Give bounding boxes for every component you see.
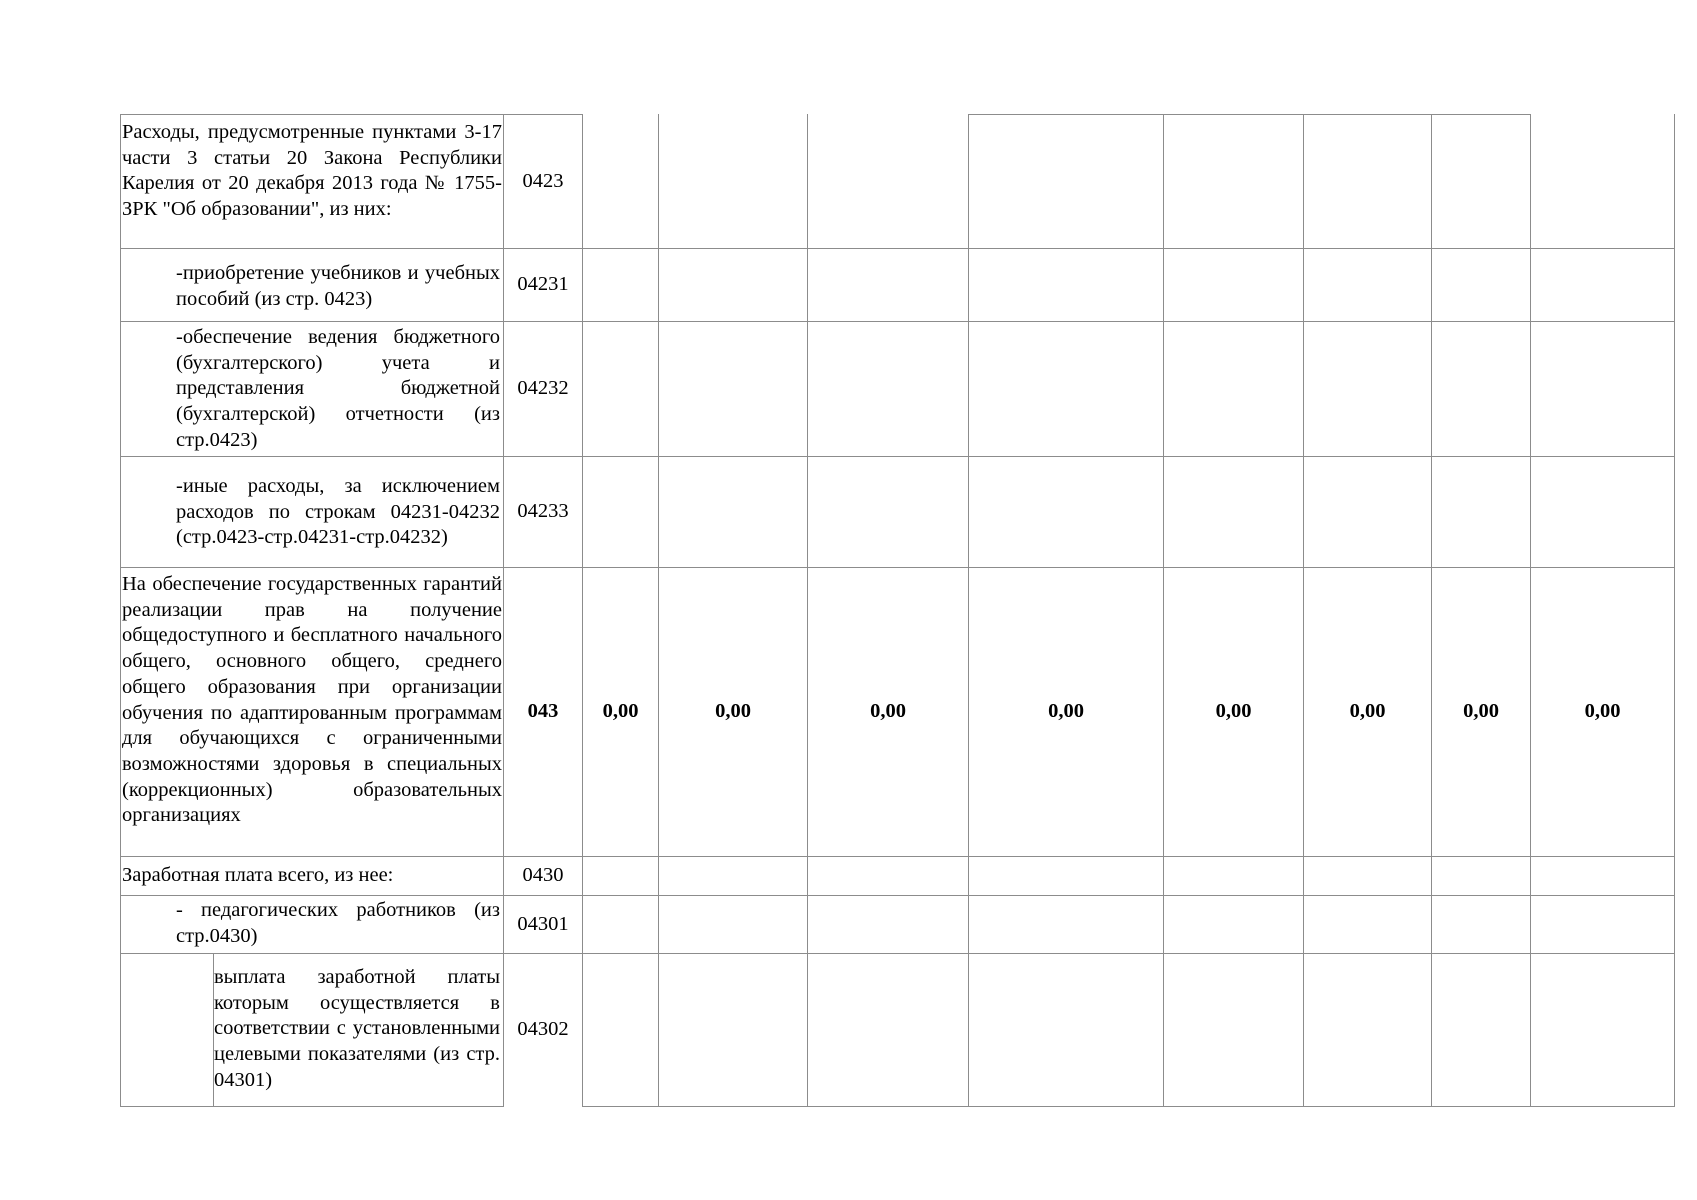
row-code: 04301 [517,912,569,935]
row-code: 0430 [522,864,564,886]
row-code: 0423 [522,169,564,192]
value-cell: 0,00 [870,700,906,722]
row-code: 04232 [517,377,569,399]
row-label: -приобретение учебников и учебных пособий (из стр. 0423) [176,262,500,310]
value-cell: 0,00 [1584,700,1621,722]
grid-line [582,1106,1674,1107]
row-label: Расходы, предусмотренные пунктами 3-17 части 3 статьи 20 Закона Республики Карелия от 20 декабря 2013 года № 1755-ЗРК "Об образовании", из них: [122,121,502,221]
value-cell: 0,00 [1349,700,1386,722]
row-label: - педагогических работников (из стр.0430) [176,899,500,947]
value-cell: 0,00 [1048,700,1084,722]
grid-line [120,1106,504,1107]
value-cell: 0,00 [715,700,751,722]
row-code: 04233 [517,500,569,522]
row-label: выплата заработной платы которым осуществляется в соответствии с установленными целевыми показателями (из стр. 04301) [214,966,500,1091]
grid-line [968,114,1530,115]
value-cell: 0,00 [1463,700,1499,722]
row-label: -иные расходы, за исключением расходов по строкам 04231-04232 (стр.0423-стр.04231-стр.04232) [176,475,500,549]
grid-line [1674,114,1675,1107]
value-cell: 0,00 [1215,700,1252,722]
grid-line [120,456,1674,457]
row-code: 04302 [517,1018,569,1040]
grid-line [120,856,1674,857]
row-label: На обеспечение государственных гарантий реализации прав на получение общедоступного и бесплатного начального общего, основного общего, среднего общего образования при организации обучения по адаптированным программам для обучающихся с ограниченными возможностями здоровья в специальных (коррекционных) образовательных организациях [122,573,502,827]
grid-line [120,895,1674,896]
grid-line [120,248,1674,249]
grid-line [120,321,1674,322]
row-code: 04231 [517,273,569,295]
row-label: -обеспечение ведения бюджетного (бухгалтерского) учета и представления бюджетной (бухгалтерской) отчетности (из стр.0423) [176,326,500,451]
row-label: Заработная плата всего, из нее: [122,864,394,886]
grid-line [120,953,1674,954]
row-code: 043 [527,700,559,722]
grid-line [120,114,121,1107]
value-cell: 0,00 [602,700,639,722]
